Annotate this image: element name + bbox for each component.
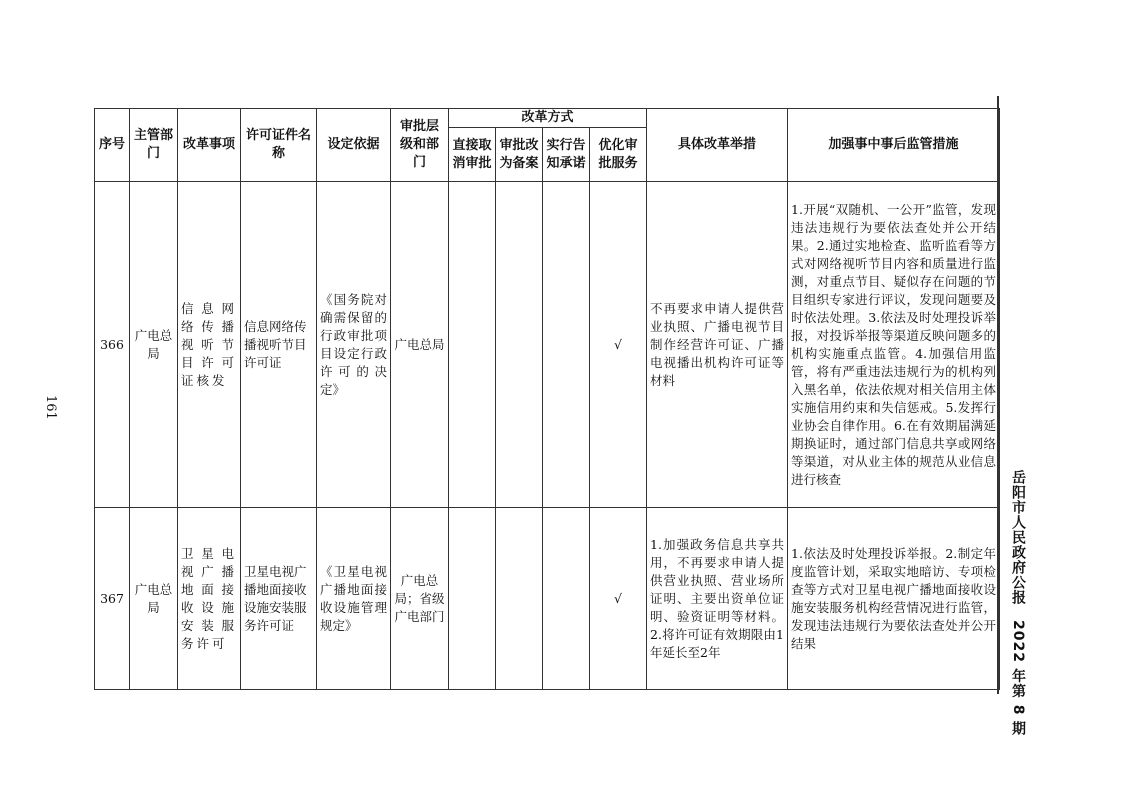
cell-license-name: 卫星电视广播地面接收设施安装服务许可证 (241, 508, 317, 690)
cell-notify (543, 508, 590, 690)
cell-supervision: 1.开展“双随机、一公开”监管，发现违法违规行为要依法查处并公开结果。2.通过实地检查、监听监看等方式对网络视听节目内容和质量进行监测，对重点节目、疑似存在问题的节目组织专家进行评议，发现问题要及时依法处理。3.依法及时处理投诉举报，对投诉举报等渠道反映问题多的机构实施重点监管。4.加强信用监管，将有严重违法违规行为的机构列入黑名单，依法依规对相关信用主体实施信用约束和失信惩戒。5.发挥行业协会自律作用。6.在有效期届满延期换证时，通过部门信息共享或网络等渠道，对从业主体的规范从业信息进行核查 (788, 182, 1000, 508)
cell-license-name: 信息网络传播视听节目许可证 (241, 182, 317, 508)
cell-basis: 《卫星电视广播地面接收设施管理规定》 (317, 508, 391, 690)
header-filing: 审批改为备案 (496, 128, 543, 182)
cell-optimize-check: √ (590, 182, 647, 508)
header-cancel: 直接取消审批 (449, 128, 496, 182)
reform-table (94, 108, 1000, 690)
cell-dept: 广电总局 (130, 182, 178, 508)
header-row-1 (95, 109, 1000, 128)
header-optimize: 优化审批服务 (590, 128, 647, 182)
cell-level: 广电总局；省级广电部门 (391, 508, 449, 690)
header-dept: 主管部门 (130, 109, 178, 182)
header-level: 审批层级和部门 (391, 109, 449, 182)
header-basis: 设定依据 (317, 109, 391, 182)
cell-measures: 不再要求申请人提供营业执照、广播电视节目制作经营许可证、广播电视播出机构许可证等材料 (647, 182, 788, 508)
header-seq: 序号 (95, 109, 130, 182)
cell-item: 卫星电视广播地面接收设施安装服务许可 (178, 508, 241, 690)
cell-dept: 广电总局 (130, 508, 178, 690)
table-row (95, 508, 1000, 690)
publication-side-title: 岳阳市人民政府公报 2022 年第 8 期 (1010, 470, 1026, 737)
cell-seq: 367 (95, 508, 130, 690)
cell-filing (496, 182, 543, 508)
page-number: 161 (43, 395, 58, 420)
header-notify: 实行告知承诺 (543, 128, 590, 182)
table-row (95, 182, 1000, 508)
cell-seq: 366 (95, 182, 130, 508)
header-license-name: 许可证件名称 (241, 109, 317, 182)
header-measures: 具体改革举措 (647, 109, 788, 182)
cell-supervision: 1.依法及时处理投诉举报。2.制定年度监管计划，采取实地暗访、专项检查等方式对卫星电视广播地面接收设施安装服务机构经营情况进行监管，发现违法违规行为要依法查处并公开结果 (788, 508, 1000, 690)
cell-cancel (449, 508, 496, 690)
cell-basis: 《国务院对确需保留的行政审批项目设定行政许可的决定》 (317, 182, 391, 508)
cell-notify (543, 182, 590, 508)
cell-item: 信息网络传播视听节目许可证核发 (178, 182, 241, 508)
cell-optimize-check: √ (590, 508, 647, 690)
cell-cancel (449, 182, 496, 508)
cell-level: 广电总局 (391, 182, 449, 508)
cell-filing (496, 508, 543, 690)
header-item: 改革事项 (178, 109, 241, 182)
header-reform-group: 改革方式 (449, 109, 647, 128)
cell-measures: 1.加强政务信息共享共用，不再要求申请人提供营业执照、营业场所证明、主要出资单位证明、验资证明等材料。2.将许可证有效期限由1年延长至2年 (647, 508, 788, 690)
header-supervision: 加强事中事后监管措施 (788, 109, 1000, 182)
